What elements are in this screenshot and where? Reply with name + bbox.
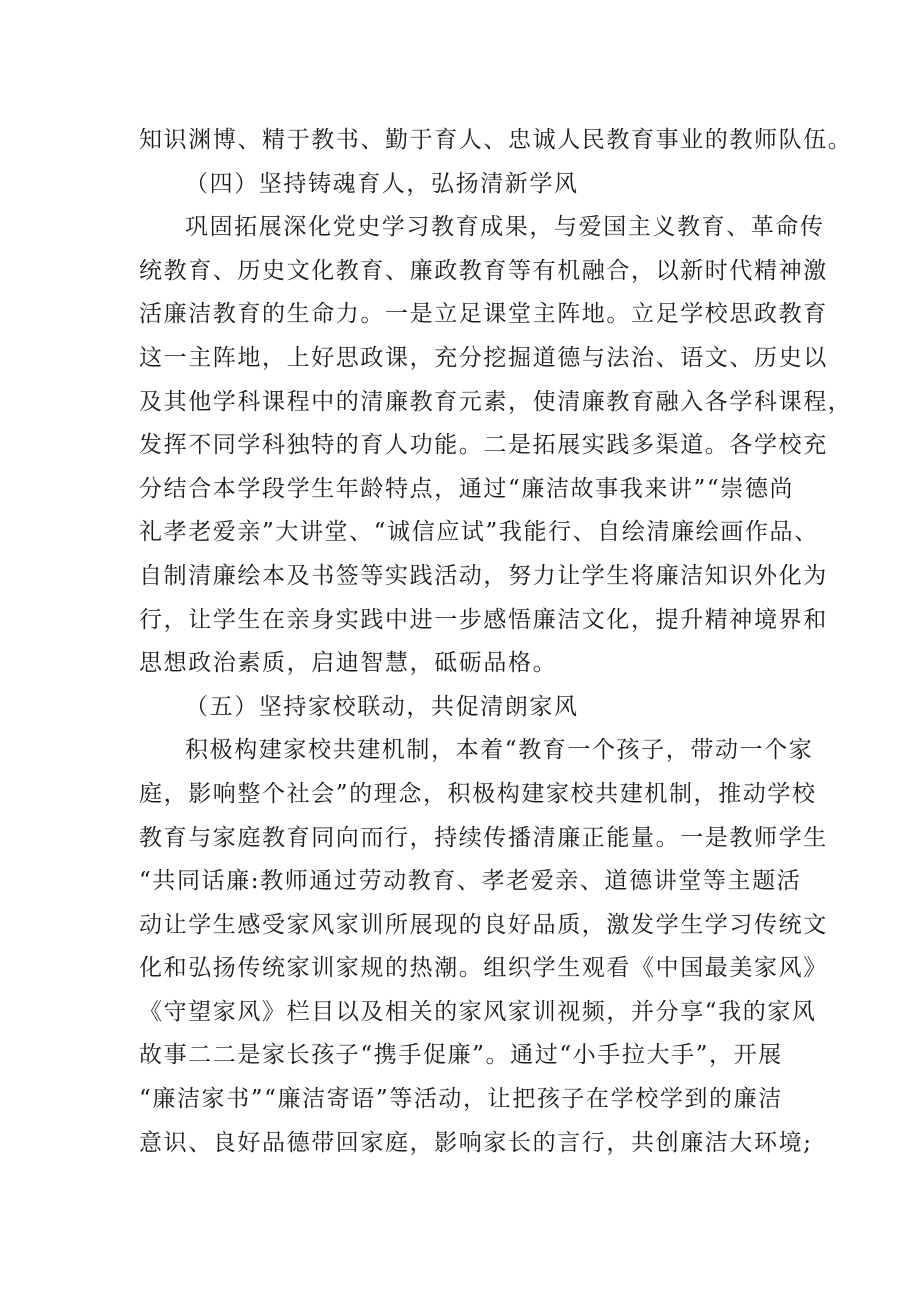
paragraph-line: 动让学生感受家风家训所展现的良好品质，激发学生学习传统文: [139, 911, 828, 938]
paragraph-line: 意识、良好品德带回家庭，影响家长的言行，共创廉洁大环境;: [139, 1129, 813, 1156]
paragraph-line: 发挥不同学科独特的育人功能。二是拓展实践多渠道。各学校充: [139, 432, 828, 459]
paragraph-line: 统教育、历史文化教育、廉政教育等有机融合，以新时代精神激: [139, 257, 828, 284]
paragraph-line: 化和弘扬传统家训家规的热潮。组织学生观看《中国最美家风》: [139, 955, 828, 982]
paragraph-line: 教育与家庭教育同向而行，持续传播清廉正能量。一是教师学生: [139, 824, 828, 851]
paragraph-line: 积极构建家校共建机制，本着“教育一个孩子，带动一个家: [185, 737, 814, 764]
paragraph-line: “廉洁家书”“廉洁寄语”等活动，让把孩子在学校学到的廉洁: [139, 1086, 783, 1113]
paragraph-line: 故事二二是家长孩子“携手促廉”。通过“小手拉大手”，开展: [139, 1042, 783, 1069]
paragraph-line: 这一主阵地，上好思政课，充分挖掘道德与法治、语文、历史以: [139, 344, 828, 371]
section-heading-4: （四）坚持铸魂育人，弘扬清新学风: [185, 170, 579, 197]
paragraph-line: 礼孝老爱亲”大讲堂、“诚信应试”我能行、自绘清廉绘画作品、: [139, 519, 819, 546]
paragraph-line: 《守望家风》栏目以及相关的家风家训视频，并分享“我的家风: [139, 998, 817, 1025]
paragraph-line: 自制清廉绘本及书签等实践活动，努力让学生将廉洁知识外化为: [139, 562, 828, 589]
paragraph-line: 行，让学生在亲身实践中进一步感悟廉洁文化，提升精神境界和: [139, 606, 828, 633]
paragraph-line: 活廉洁教育的生命力。一是立足课堂主阵地。立足学校思政教育: [139, 301, 828, 328]
document-body: [139, 119, 853, 1165]
paragraph-line: 分结合本学段学生年龄特点，通过“廉洁故事我来讲”“崇德尚: [139, 475, 795, 502]
paragraph-line: 思想政治素质，启迪智慧，砥砺品格。: [139, 650, 558, 677]
paragraph-line: 巩固拓展深化党史学习教育成果，与爱国主义教育、革命传: [185, 214, 825, 241]
section-heading-5: （五）坚持家校联动，共促清朗家风: [185, 693, 579, 720]
paragraph-line: “共同话廉:教师通过劳动教育、孝老爱亲、道德讲堂等主题活: [139, 868, 802, 895]
paragraph-line: 知识渊博、精于教书、勤于育人、忠诚人民教育事业的教师队伍。: [139, 127, 853, 153]
paragraph-line: 及其他学科课程中的清廉教育元素，使清廉教育融入各学科课程，: [139, 388, 853, 415]
paragraph-line: 庭，影响整个社会”的理念，积极构建家校共建机制，推动学校: [139, 780, 817, 807]
